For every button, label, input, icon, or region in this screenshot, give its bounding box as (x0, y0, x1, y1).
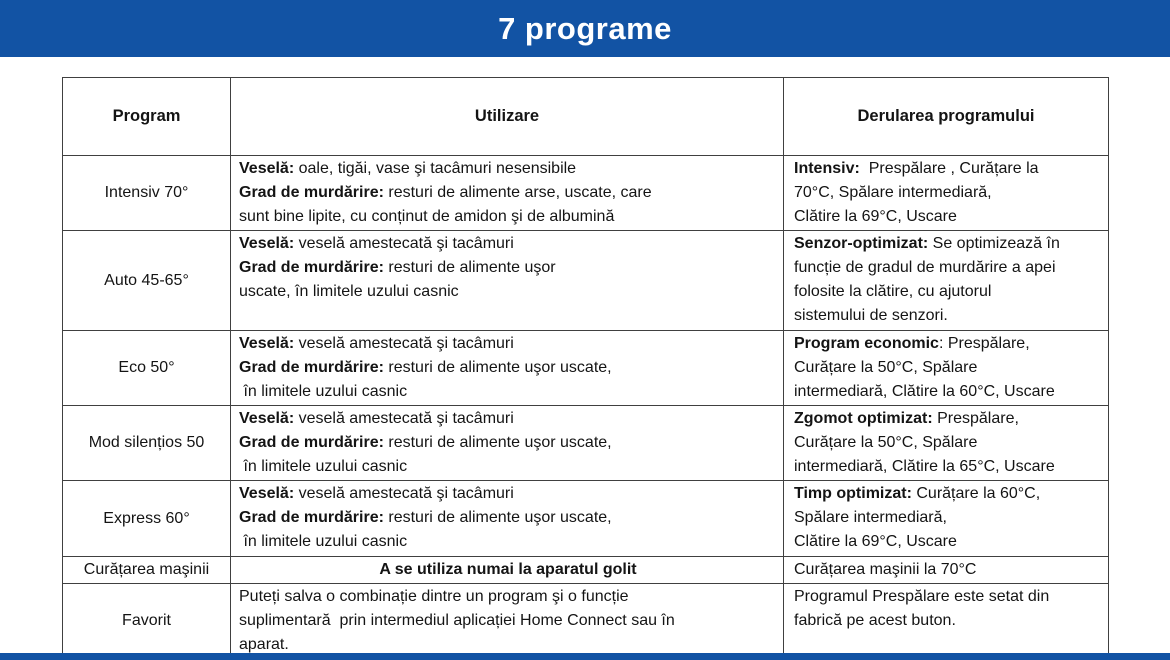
flow-line: Programul Prespălare este setat din (794, 588, 1050, 605)
usage-cell (231, 584, 784, 658)
program-cell: Auto 45-65° (63, 231, 231, 331)
table-row (63, 584, 1109, 658)
flow-cell (784, 231, 1109, 331)
flow-cell (784, 481, 1109, 557)
program-cell: Express 60° (63, 481, 231, 557)
usage-line: Grad de murdărire: resturi de alimente uşor uscate, (239, 434, 612, 451)
usage-cell (231, 406, 784, 481)
flow-line: funcție de gradul de murdărire a apei (794, 259, 1056, 276)
program-cell: Mod silențios 50 (63, 406, 231, 481)
usage-line: aparat. (239, 636, 289, 653)
flow-line: fabrică pe acest buton. (794, 612, 956, 629)
usage-cell (231, 231, 784, 331)
program-cell: Eco 50° (63, 331, 231, 406)
flow-line: intermediară, Clătire la 60°C, Uscare (794, 383, 1055, 400)
programs-table (62, 77, 1109, 658)
program-cell: Favorit (63, 584, 231, 658)
flow-cell (784, 584, 1109, 658)
flow-line: Zgomot optimizat: Prespălare, (794, 410, 1019, 427)
flow-cell (784, 557, 1109, 584)
flow-line: folosite la clătire, cu ajutorul (794, 283, 992, 300)
usage-line: sunt bine lipite, cu conținut de amidon şi de albumină (239, 208, 615, 225)
flow-line: Program economic: Prespălare, (794, 335, 1030, 352)
usage-line: Grad de murdărire: resturi de alimente arse, uscate, care (239, 184, 652, 201)
flow-line: sistemului de senzori. (794, 307, 948, 324)
flow-line: Curățarea maşinii la 70°C (794, 561, 977, 578)
page-title: 7 programe (498, 10, 672, 46)
flow-line: Clătire la 69°C, Uscare (794, 533, 957, 550)
flow-line: Senzor-optimizat: Se optimizează în (794, 235, 1060, 252)
flow-cell (784, 156, 1109, 231)
usage-line: Veselă: oale, tigăi, vase şi tacâmuri nesensibile (239, 160, 577, 177)
flow-line: Curățare la 50°C, Spălare (794, 359, 978, 376)
title-banner (0, 0, 1170, 57)
usage-cell (231, 557, 784, 584)
usage-line: uscate, în limitele uzului casnic (239, 283, 459, 300)
header-utilizare: Utilizare (231, 78, 784, 156)
usage-line: Grad de murdărire: resturi de alimente uşor uscate, (239, 509, 612, 526)
usage-cell (231, 331, 784, 406)
usage-line: suplimentară prin intermediul aplicației Home Connect sau în (239, 612, 675, 629)
header-derularea: Derularea programului (784, 78, 1109, 156)
usage-cell (231, 481, 784, 557)
flow-line: Timp optimizat: Curățare la 60°C, (794, 485, 1041, 502)
program-cell: Intensiv 70° (63, 156, 231, 231)
bottom-accent-bar (0, 653, 1170, 660)
table-row (63, 231, 1109, 331)
program-cell: Curățarea maşinii (63, 557, 231, 584)
usage-line: Veselă: veselă amestecată şi tacâmuri (239, 235, 514, 252)
table-header-row (63, 78, 1109, 156)
usage-line: în limitele uzului casnic (239, 533, 408, 550)
flow-line: Spălare intermediară, (794, 509, 947, 526)
usage-line: Grad de murdărire: resturi de alimente uşor uscate, (239, 359, 612, 376)
usage-cell (231, 156, 784, 231)
flow-line: Intensiv: Prespălare , Curățare la (794, 160, 1039, 177)
flow-cell (784, 331, 1109, 406)
usage-line: Puteți salva o combinație dintre un program şi o funcție (239, 588, 629, 605)
table-row (63, 331, 1109, 406)
table-row (63, 156, 1109, 231)
flow-line: Clătire la 69°C, Uscare (794, 208, 957, 225)
usage-line: Veselă: veselă amestecată şi tacâmuri (239, 335, 514, 352)
usage-line: Veselă: veselă amestecată şi tacâmuri (239, 485, 514, 502)
header-program: Program (63, 78, 231, 156)
table-row (63, 406, 1109, 481)
flow-line: 70°C, Spălare intermediară, (794, 184, 992, 201)
flow-line: intermediară, Clătire la 65°C, Uscare (794, 458, 1055, 475)
table-row (63, 557, 1109, 584)
usage-line: în limitele uzului casnic (239, 458, 408, 475)
usage-line: Veselă: veselă amestecată şi tacâmuri (239, 410, 514, 427)
flow-line: Curățare la 50°C, Spălare (794, 434, 978, 451)
usage-line: Grad de murdărire: resturi de alimente uşor (239, 259, 556, 276)
table-row (63, 481, 1109, 557)
flow-cell (784, 406, 1109, 481)
usage-line: A se utiliza numai la aparatul golit (379, 561, 637, 578)
usage-line: în limitele uzului casnic (239, 383, 408, 400)
